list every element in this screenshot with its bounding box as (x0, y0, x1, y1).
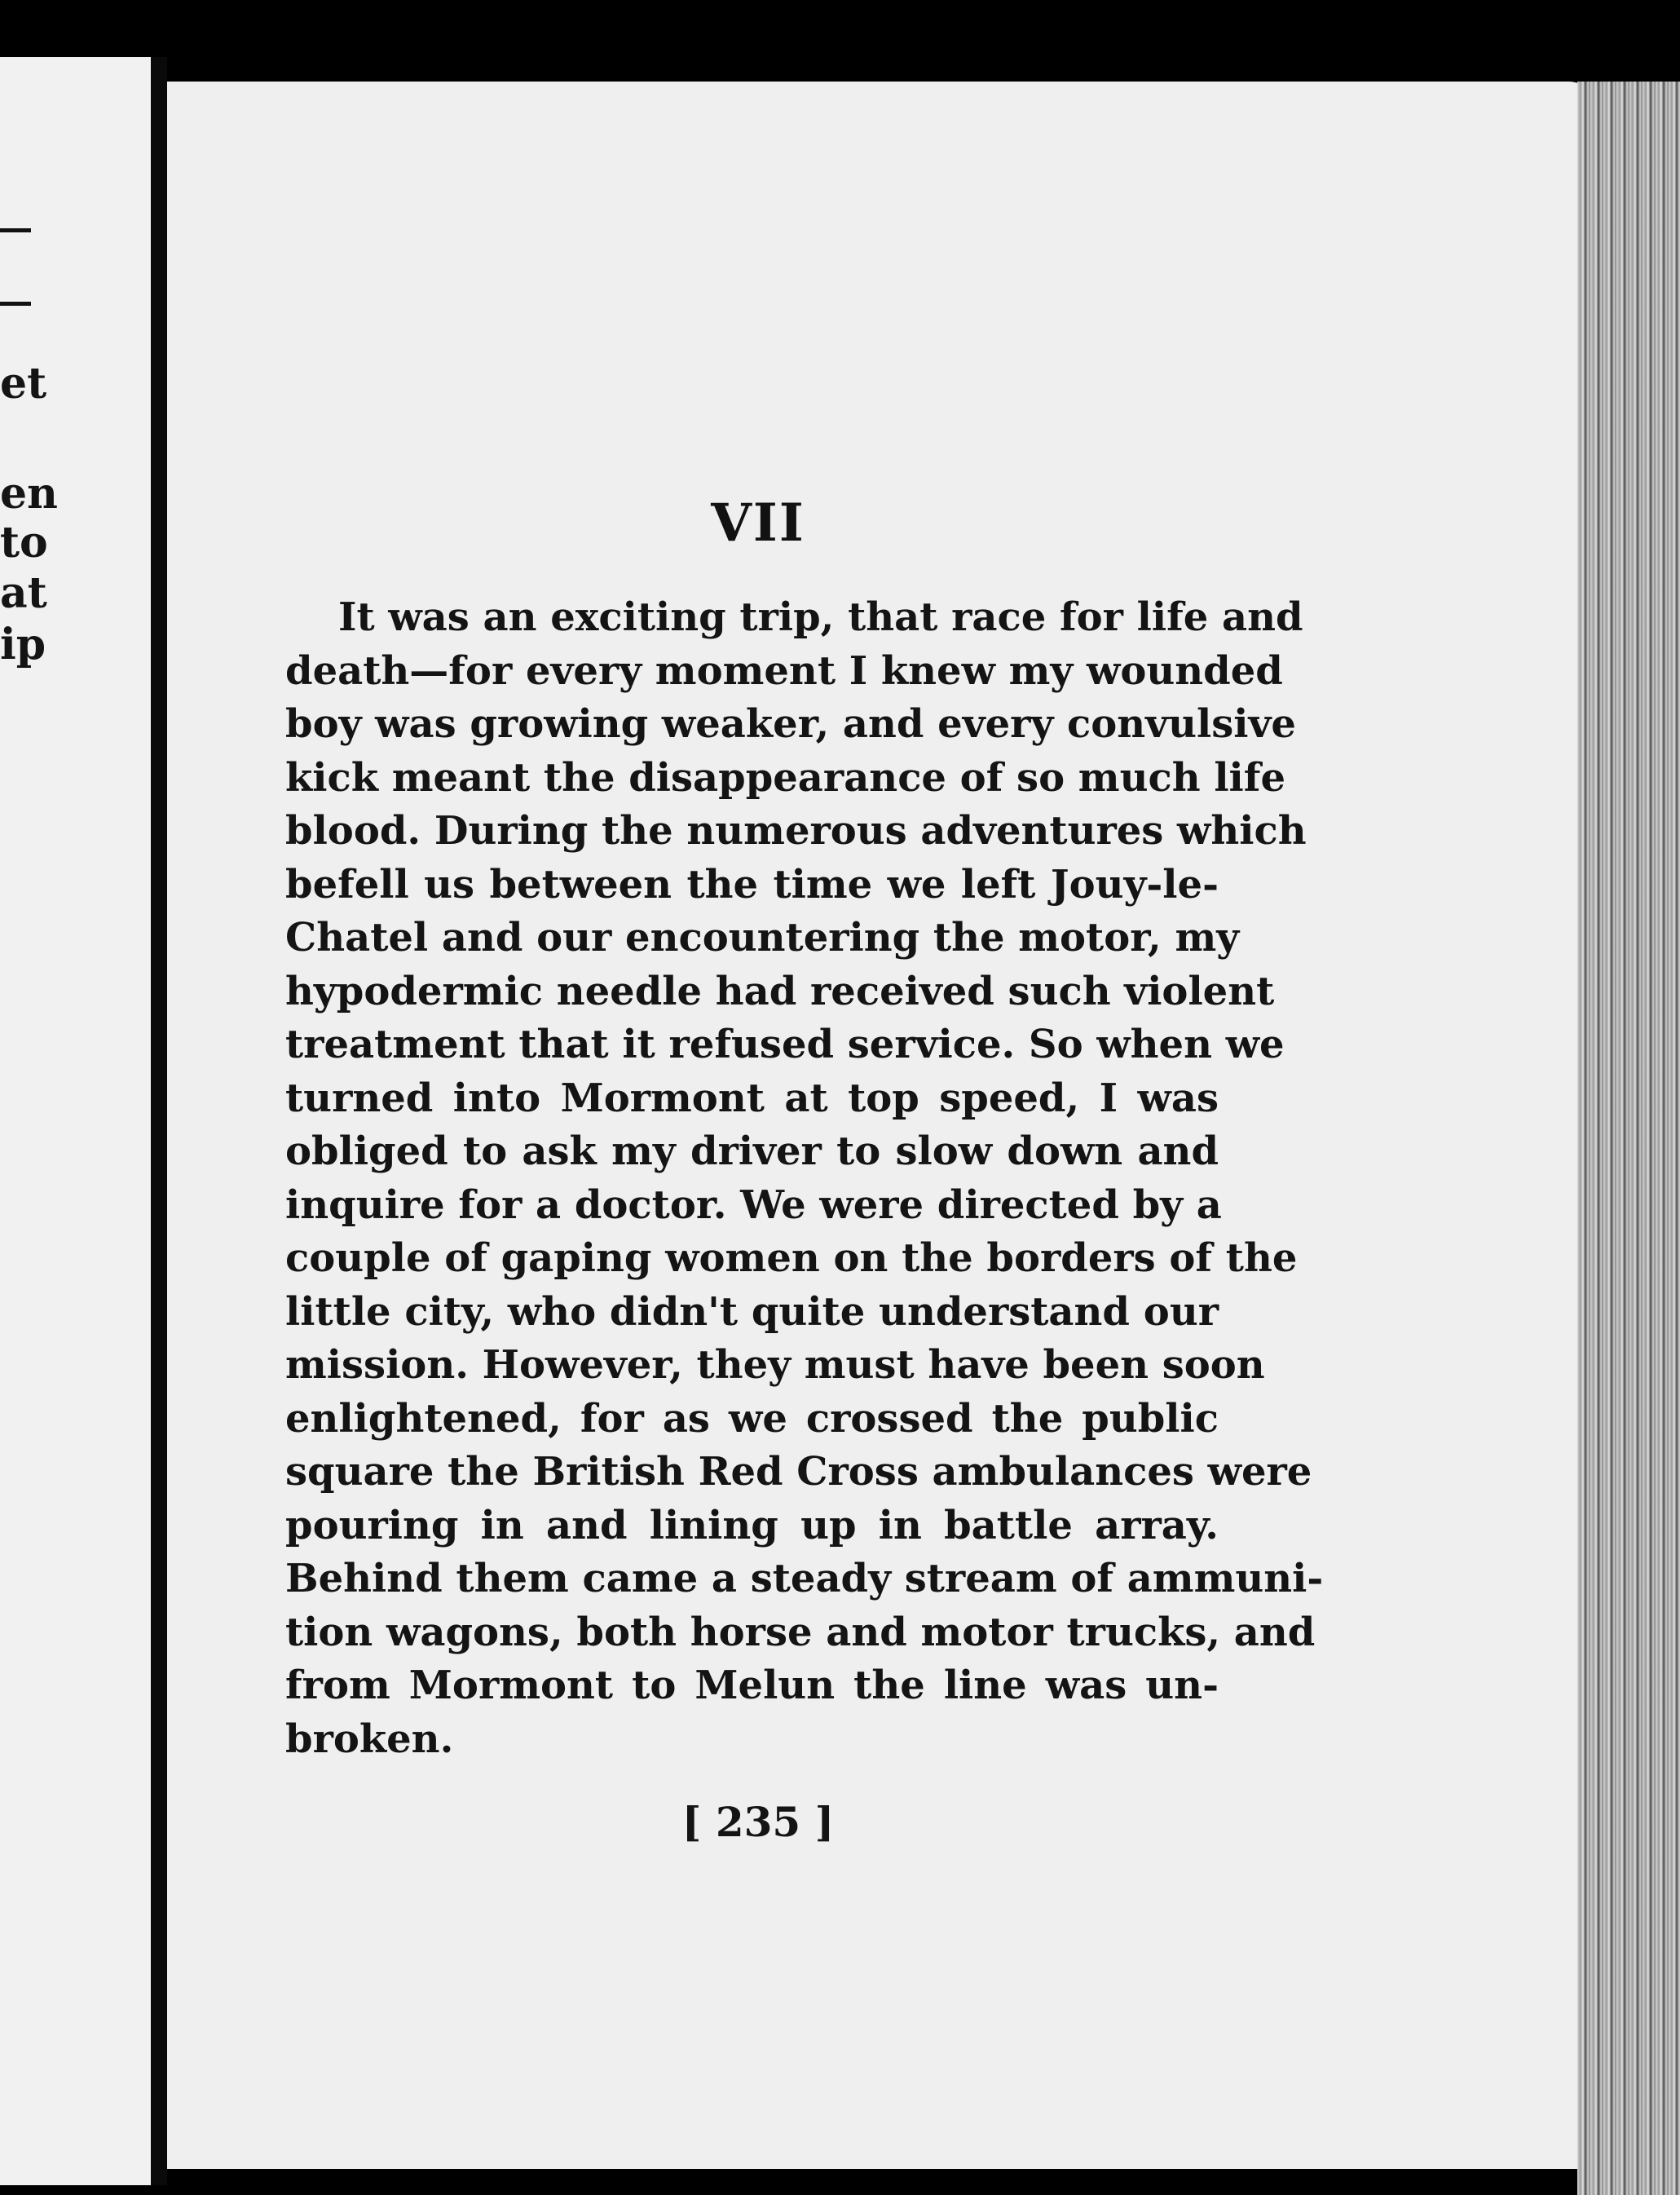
page-edges (1577, 82, 1680, 2195)
text-line: square the British Red Cross ambulances were (285, 1449, 1312, 1495)
previous-page-fragment: ip (0, 620, 46, 669)
text-line: Behind them came a steady stream of ammuni- (285, 1556, 1324, 1601)
text-line: obliged to ask my driver to slow down and (285, 1128, 1219, 1174)
text-line: enlightened, for as we crossed the public (285, 1395, 1219, 1442)
text-line: Chatel and our encountering the motor, my (285, 915, 1240, 961)
chapter-heading: VII (711, 492, 805, 554)
text-line: from Mormont to Melun the line was un- (285, 1663, 1219, 1708)
text-line: It was an exciting trip, that race for life and (338, 594, 1303, 640)
text-line: hypodermic needle had received such violent (285, 968, 1275, 1014)
previous-page-fragment: et (0, 359, 47, 409)
previous-page-fragment: en (0, 469, 58, 519)
text-line: pouring in and lining up in battle array. (285, 1502, 1219, 1548)
text-line: tion wagons, both horse and motor trucks, and (285, 1609, 1316, 1655)
text-line: broken. (285, 1716, 454, 1762)
book-gutter (151, 57, 167, 2185)
text-line: little city, who didn't quite understand our (285, 1288, 1219, 1335)
previous-page-fragment: at (0, 568, 47, 618)
text-line: turned into Mormont at top speed, I was (285, 1075, 1219, 1121)
previous-page-fragment: to (0, 518, 48, 568)
page-number: [ 235 ] (681, 1798, 835, 1846)
text-line: mission. However, they must have been soon (285, 1342, 1265, 1388)
text-line: inquire for a doctor. We were directed by a (285, 1181, 1222, 1228)
previous-page-rule (0, 302, 31, 306)
text-line: kick meant the disappearance of so much life (285, 754, 1285, 801)
text-line: death—for every moment I knew my wounded (285, 647, 1283, 694)
paragraph (285, 591, 1324, 1766)
text-line: couple of gaping women on the borders of the (285, 1235, 1298, 1281)
previous-page-rule (0, 228, 31, 232)
text-line: treatment that it refused service. So when we (285, 1022, 1285, 1067)
text-line: blood. During the numerous adventures which (285, 808, 1307, 854)
text-line: boy was growing weaker, and every convulsive (285, 701, 1296, 747)
text-line: befell us between the time we left Jouy-le- (285, 861, 1219, 908)
previous-page (0, 57, 151, 2185)
